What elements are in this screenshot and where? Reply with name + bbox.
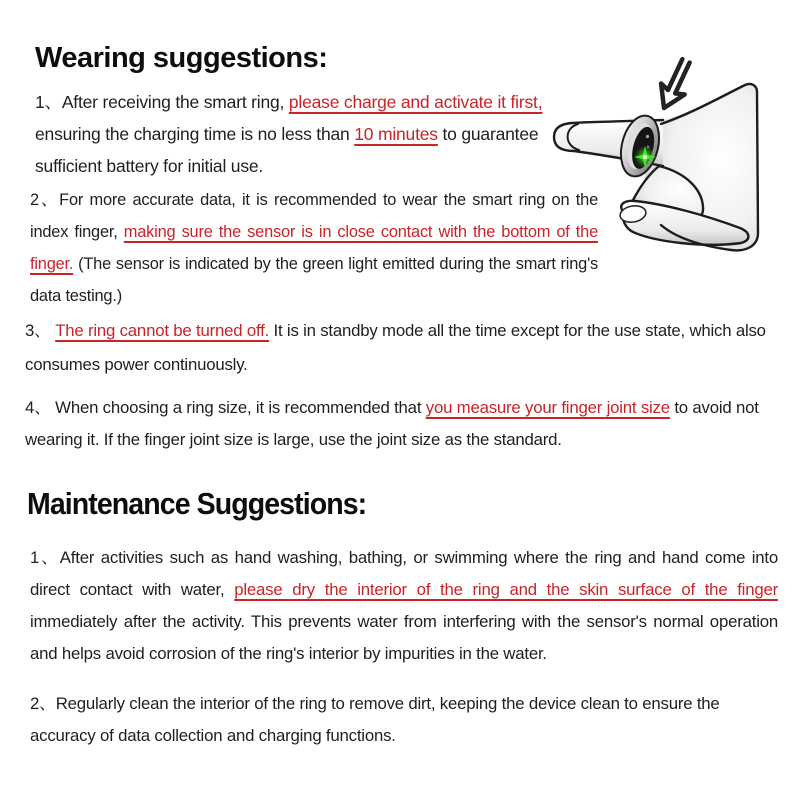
body-text: 1、After receiving the smart ring, bbox=[35, 92, 289, 112]
ring-sensor-light-icon bbox=[634, 146, 656, 168]
body-text: 4、 When choosing a ring size, it is recommended that bbox=[25, 398, 426, 417]
body-text: 2、Regularly clean the interior of the ring to remove dirt, keeping the device clean to ensure the accuracy of data collection and charging functions. bbox=[30, 694, 720, 745]
wearing-item-3 bbox=[25, 314, 781, 382]
highlighted-text: making sure the sensor is in close contact with the bottom of the finger. bbox=[30, 223, 598, 273]
body-text: to avoid not wearing it. If the finger joint size is large, use the joint size as the standard. bbox=[25, 398, 759, 449]
highlighted-text: you measure your finger joint size bbox=[425, 398, 670, 417]
wearing-item-1 bbox=[35, 86, 580, 182]
maintenance-item-1 bbox=[30, 542, 778, 670]
pointing-hand bbox=[554, 84, 758, 250]
wearing-item-4 bbox=[25, 392, 787, 456]
body-text: It is in standby mode all the time except for the use state, which also consumes power continuously. bbox=[25, 321, 766, 374]
body-text: (The sensor is indicated by the green light emitted during the smart ring's data testing.) bbox=[30, 255, 598, 305]
highlighted-text: please dry the interior of the ring and the skin surface of the finger bbox=[234, 580, 778, 599]
maintenance-heading: Maintenance Suggestions: bbox=[27, 486, 367, 521]
highlighted-text: 10 minutes bbox=[354, 124, 438, 144]
wearing-item-2 bbox=[30, 184, 598, 312]
body-text: 3、 bbox=[25, 321, 56, 340]
maintenance-item-2 bbox=[30, 688, 780, 752]
highlighted-text: The ring cannot be turned off. bbox=[55, 321, 270, 340]
body-text: to guarantee sufficient battery for initial use. bbox=[35, 124, 539, 176]
body-text: immediately after the activity. This prevents water from interfering with the sensor's normal operation and helps avoid corrosion of the ring's interior by impurities in the water. bbox=[30, 612, 778, 663]
body-text: 2、For more accurate data, it is recommended to wear the smart ring on the index finger, bbox=[30, 191, 598, 241]
arrow-down-icon bbox=[652, 55, 698, 113]
body-text: 1、After activities such as hand washing, bathing, or swimming where the ring and hand come into direct contact with water, bbox=[30, 548, 778, 599]
highlighted-text: please charge and activate it first, bbox=[288, 92, 543, 112]
body-text: ensuring the charging time is no less than bbox=[35, 124, 355, 144]
wearing-heading: Wearing suggestions: bbox=[35, 42, 328, 74]
hand-illustration bbox=[545, 0, 800, 270]
